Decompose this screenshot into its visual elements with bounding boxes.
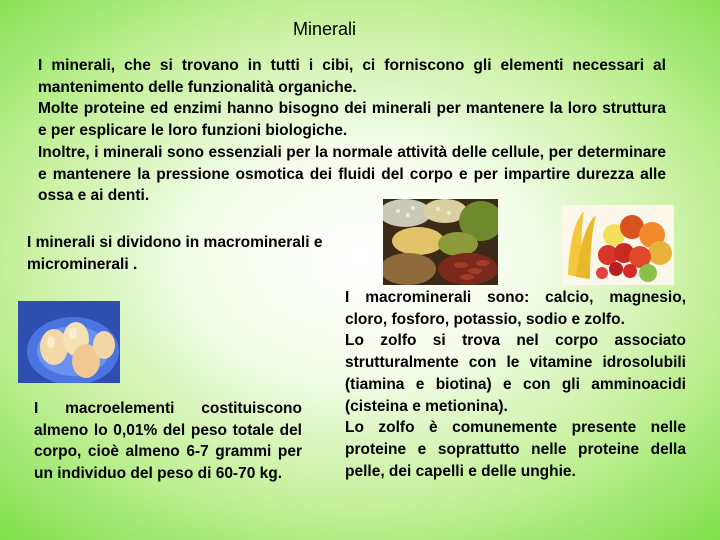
- division-text: I minerali si dividono in macrominerali e microminerali .: [27, 234, 323, 273]
- macrominerals-line-3: Lo zolfo è comunemente presente nelle proteine e soprattutto nelle proteine della pelle, dei capelli e delle unghie.: [345, 419, 686, 480]
- fruit-basket-photo: [562, 205, 674, 285]
- eggs-plate-photo: [18, 301, 120, 383]
- macrominerals-line-1: I macrominerali sono: calcio, magnesio, cloro, fosforo, potassio, sodio e zolfo.: [345, 289, 686, 328]
- page-title: Minerali: [293, 19, 357, 39]
- intro-line-1: I minerali, che si trovano in tutti i cibi, ci forniscono gli elementi necessari al mantenimento delle funzionalità organiche.: [38, 57, 666, 96]
- intro-text: [38, 55, 666, 207]
- intro-line-3: Inoltre, i minerali sono essenziali per la normale attività delle cellule, per determinare e mantenere la pressione osmotica dei fluidi del corpo e per impartire durezza alle ossa e ai denti.: [38, 143, 666, 205]
- macrominerals-text: [345, 287, 686, 482]
- macrominerals-line-2: Lo zolfo si trova nel corpo associato strutturalmente con le vitamine idrosolubili (tiamina e biotina) e con gli amminoacidi (cisteina e metionina).: [345, 332, 686, 415]
- intro-line-2: Molte proteine ed enzimi hanno bisogno dei minerali per mantenere la loro struttura e per esplicare le loro funzioni biologiche.: [38, 100, 666, 140]
- macroelements-text: I macroelementi costituiscono almeno lo 0,01% del peso totale del corpo, cioè almeno 6-7 grammi per un individuo del peso di 60-70 kg.: [34, 400, 302, 483]
- legumes-grains-photo: [383, 199, 498, 285]
